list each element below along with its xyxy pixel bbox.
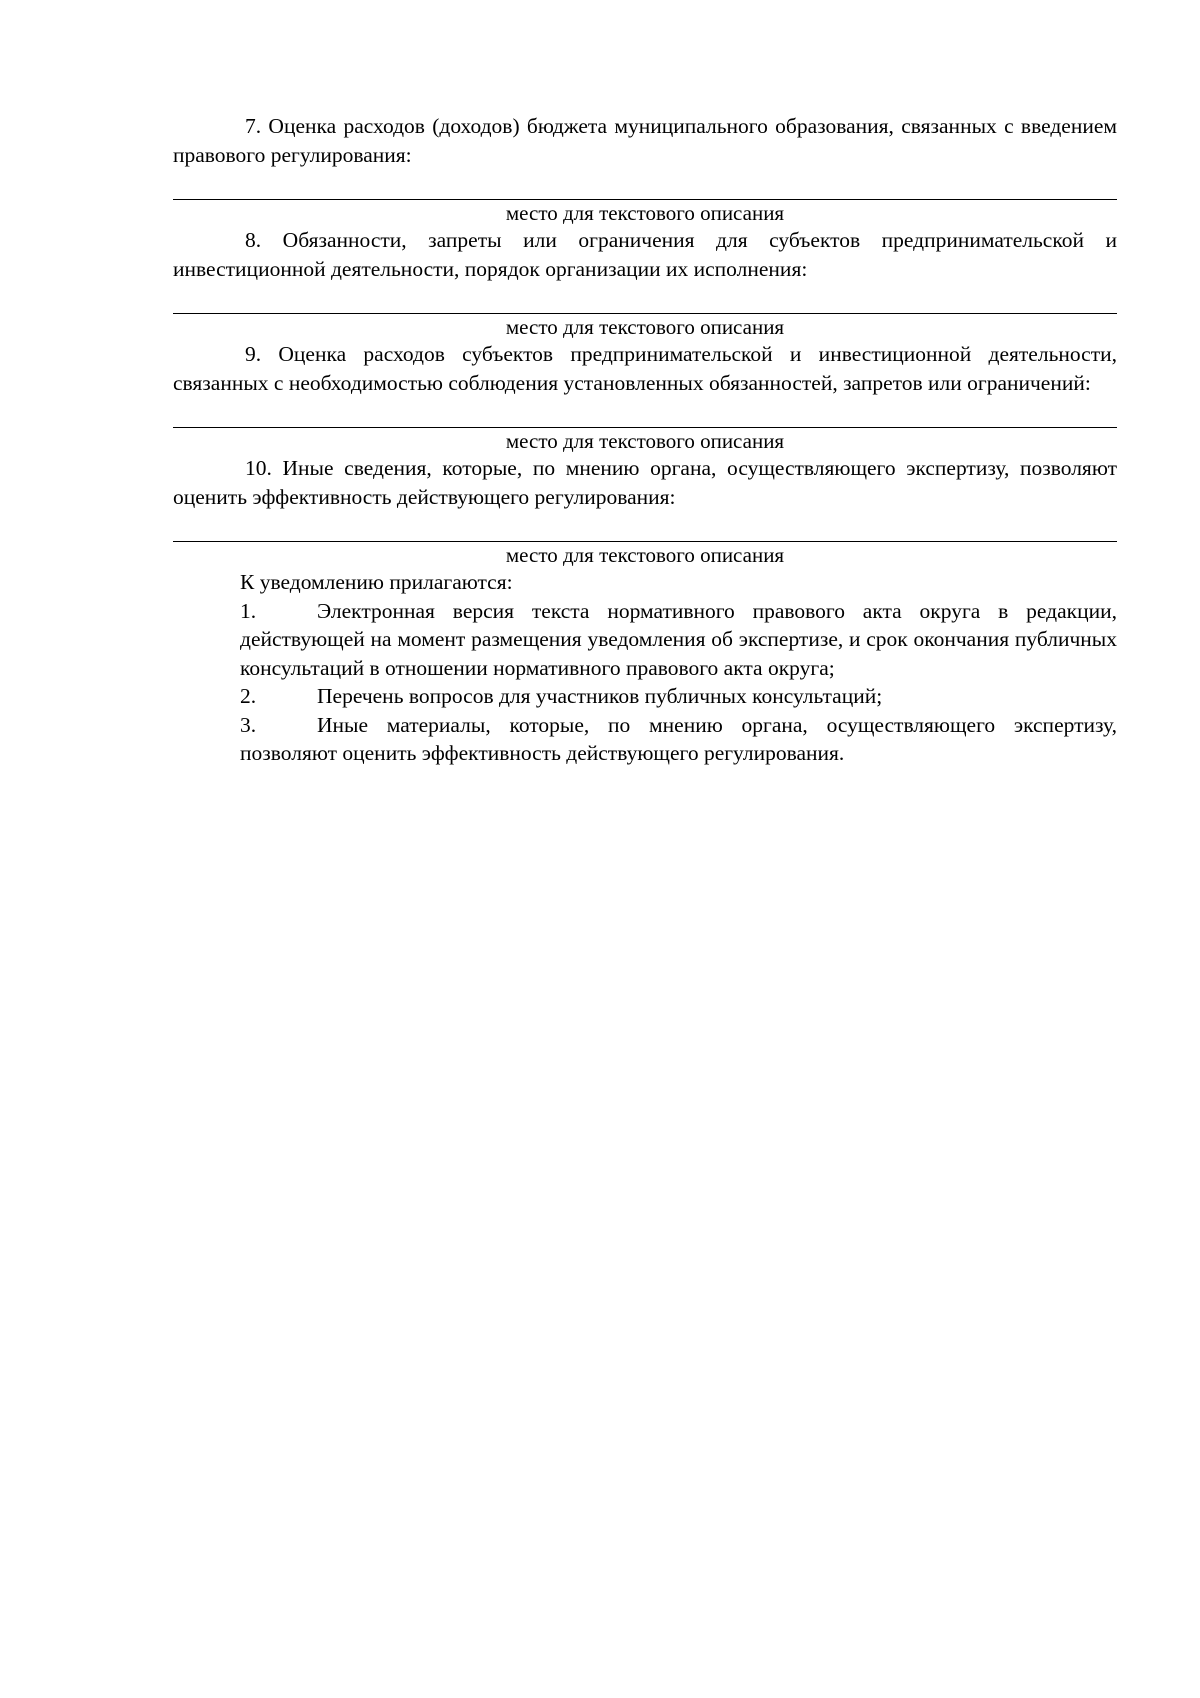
section-8-caption: место для текстового описания	[505, 315, 785, 339]
section-8-text: 8. Обязанности, запреты или ограничения для субъектов предпринимательской и инвестиционной деятельности, порядок организации их исполнения:	[173, 228, 1117, 281]
section-9	[173, 340, 1117, 454]
section-9-caption: место для текстового описания	[505, 429, 785, 453]
attachment-item-1-number: 1.	[240, 598, 257, 623]
attachments-title: К уведомлению прилагаются:	[240, 570, 513, 594]
attachment-item-3-text: Иные материалы, которые, по мнению органа, осуществляющего экспертизу, позволяют оценить эффективность действующего регулирования.	[240, 712, 1117, 765]
attachment-item-3-number: 3.	[240, 712, 257, 737]
section-7-text: 7. Оценка расходов (доходов) бюджета муниципального образования, связанных с введением правового регулирования:	[173, 114, 1117, 167]
document-body	[173, 112, 1117, 768]
attachment-item-3	[240, 711, 1117, 768]
attachment-item-1	[240, 597, 1117, 683]
attachments-list	[240, 568, 1117, 768]
section-7	[173, 112, 1117, 226]
attachment-item-1-text: Электронная версия текста нормативного правового акта округа в редакции, действующей на момент размещения уведомления об экспертизе, и срок окончания публичных консультаций в отношении нормативного правового акта округа;	[240, 598, 1117, 680]
section-9-text: 9. Оценка расходов субъектов предпринимательской и инвестиционной деятельности, связанных с необходимостью соблюдения установленных обязанностей, запретов или ограничений:	[173, 342, 1117, 395]
attachment-item-2	[240, 682, 1117, 711]
section-10-text: 10. Иные сведения, которые, по мнению органа, осуществляющего экспертизу, позволяют оценить эффективность действующего регулирования:	[173, 456, 1117, 509]
attachment-item-2-text: Перечень вопросов для участников публичных консультаций;	[317, 684, 883, 708]
attachment-item-2-number: 2.	[240, 684, 257, 708]
section-10	[173, 454, 1117, 568]
section-7-caption: место для текстового описания	[505, 201, 785, 225]
section-8	[173, 226, 1117, 340]
section-10-caption: место для текстового описания	[505, 543, 785, 567]
